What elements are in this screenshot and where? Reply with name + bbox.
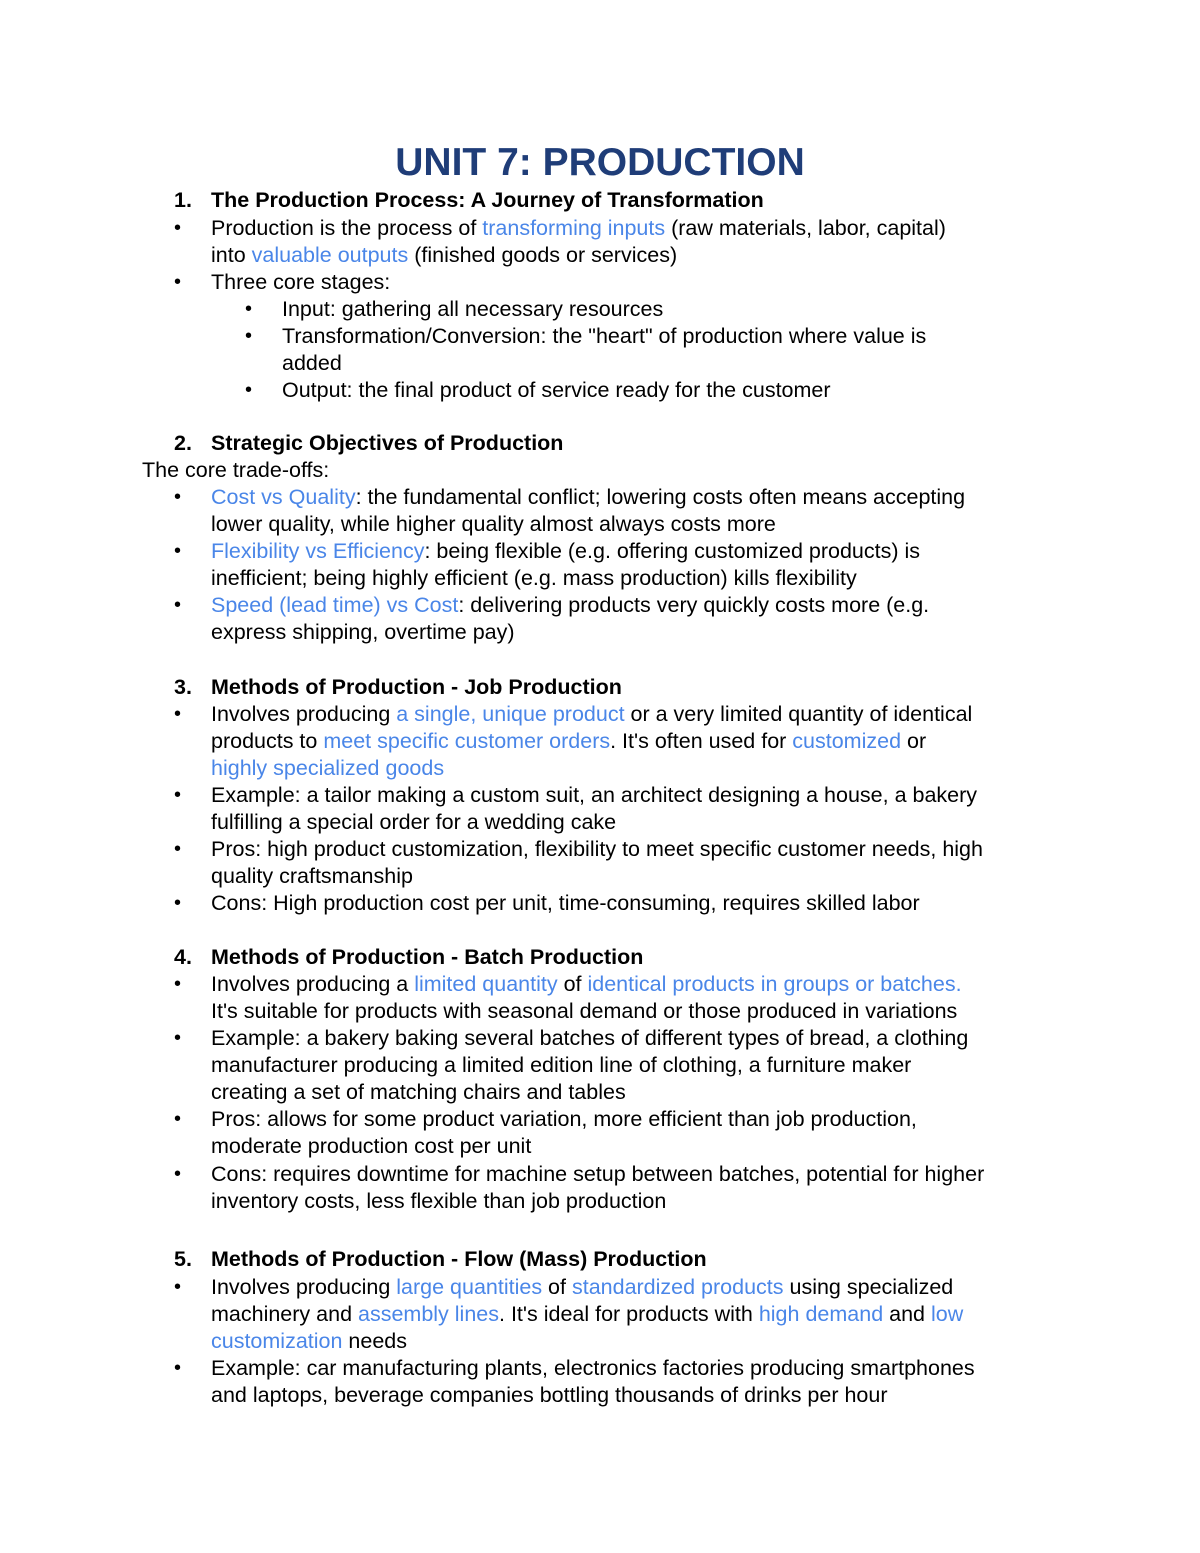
body-line: inventory costs, less flexible than job production (211, 1189, 667, 1213)
body-line: creating a set of matching chairs and tables (211, 1080, 626, 1104)
bullet-icon: • (174, 838, 182, 860)
body-line: highly specialized goods (211, 756, 445, 780)
body-line: Involves producing a limited quantity of identical products in groups or batches. (211, 972, 962, 996)
body-line: inefficient; being highly efficient (e.g. mass production) kills flexibility (211, 566, 857, 590)
body-line: moderate production cost per unit (211, 1134, 532, 1158)
body-line: Input: gathering all necessary resources (282, 297, 664, 321)
body-line: into valuable outputs (finished goods or services) (211, 243, 678, 267)
body-line: Involves producing a single, unique product or a very limited quantity of identical (211, 702, 973, 726)
section-number: 1. (174, 188, 192, 212)
bullet-icon: • (174, 217, 182, 239)
bullet-icon: • (174, 703, 182, 725)
body-line: fulfilling a special order for a wedding cake (211, 810, 617, 834)
bullet-icon: • (174, 784, 182, 806)
bullet-icon: • (174, 486, 182, 508)
body-line: It's suitable for products with seasonal demand or those produced in variations (211, 999, 958, 1023)
body-line: lower quality, while higher quality almost always costs more (211, 512, 776, 536)
body-line: and laptops, beverage companies bottling thousands of drinks per hour (211, 1383, 888, 1407)
bullet-icon: • (174, 892, 182, 914)
bullet-icon: • (245, 298, 253, 320)
section-heading: The Production Process: A Journey of Transformation (211, 188, 764, 212)
bullet-icon: • (174, 973, 182, 995)
body-line: Pros: allows for some product variation, more efficient than job production, (211, 1107, 917, 1131)
bullet-icon: • (174, 1357, 182, 1379)
body-line: machinery and assembly lines. It's ideal for products with high demand and low (211, 1302, 964, 1326)
bullet-icon: • (245, 325, 253, 347)
section-intro: The core trade-offs: (142, 458, 330, 482)
body-line: Output: the final product of service ready for the customer (282, 378, 831, 402)
body-line: express shipping, overtime pay) (211, 620, 515, 644)
body-line: Pros: high product customization, flexibility to meet specific customer needs, high (211, 837, 983, 861)
body-line: Production is the process of transforming inputs (raw materials, labor, capital) (211, 216, 946, 240)
section-heading: Methods of Production - Flow (Mass) Production (211, 1247, 707, 1271)
bullet-icon: • (174, 594, 182, 616)
body-line: products to meet specific customer orders. It's often used for customized or (211, 729, 927, 753)
bullet-icon: • (174, 1027, 182, 1049)
body-line: Example: a tailor making a custom suit, an architect designing a house, a bakery (211, 783, 978, 807)
body-line: manufacturer producing a limited edition line of clothing, a furniture maker (211, 1053, 912, 1077)
page-title: UNIT 7: PRODUCTION (395, 141, 805, 184)
body-line: Involves producing large quantities of standardized products using specialized (211, 1275, 954, 1299)
body-line: Example: car manufacturing plants, electronics factories producing smartphones (211, 1356, 975, 1380)
body-line: added (282, 351, 342, 375)
body-line: customization needs (211, 1329, 408, 1353)
section-heading: Methods of Production - Job Production (211, 675, 622, 699)
section-number: 2. (174, 431, 192, 455)
section-heading: Methods of Production - Batch Production (211, 945, 644, 969)
bullet-icon: • (245, 379, 253, 401)
body-line: Example: a bakery baking several batches of different types of bread, a clothing (211, 1026, 969, 1050)
body-line: quality craftsmanship (211, 864, 413, 888)
section-number: 3. (174, 675, 192, 699)
body-line: Flexibility vs Efficiency: being flexible (e.g. offering customized products) is (211, 539, 921, 563)
bullet-icon: • (174, 540, 182, 562)
body-line: Transformation/Conversion: the "heart" of production where value is (282, 324, 927, 348)
body-line: Three core stages: (211, 270, 391, 294)
body-line: Speed (lead time) vs Cost: delivering products very quickly costs more (e.g. (211, 593, 930, 617)
body-line: Cost vs Quality: the fundamental conflict; lowering costs often means accepting (211, 485, 966, 509)
bullet-icon: • (174, 1276, 182, 1298)
bullet-icon: • (174, 1163, 182, 1185)
body-line: Cons: High production cost per unit, time-consuming, requires skilled labor (211, 891, 920, 915)
body-line: Cons: requires downtime for machine setup between batches, potential for higher (211, 1162, 985, 1186)
bullet-icon: • (174, 271, 182, 293)
section-number: 4. (174, 945, 192, 969)
bullet-icon: • (174, 1108, 182, 1130)
section-number: 5. (174, 1247, 192, 1271)
section-heading: Strategic Objectives of Production (211, 431, 564, 455)
